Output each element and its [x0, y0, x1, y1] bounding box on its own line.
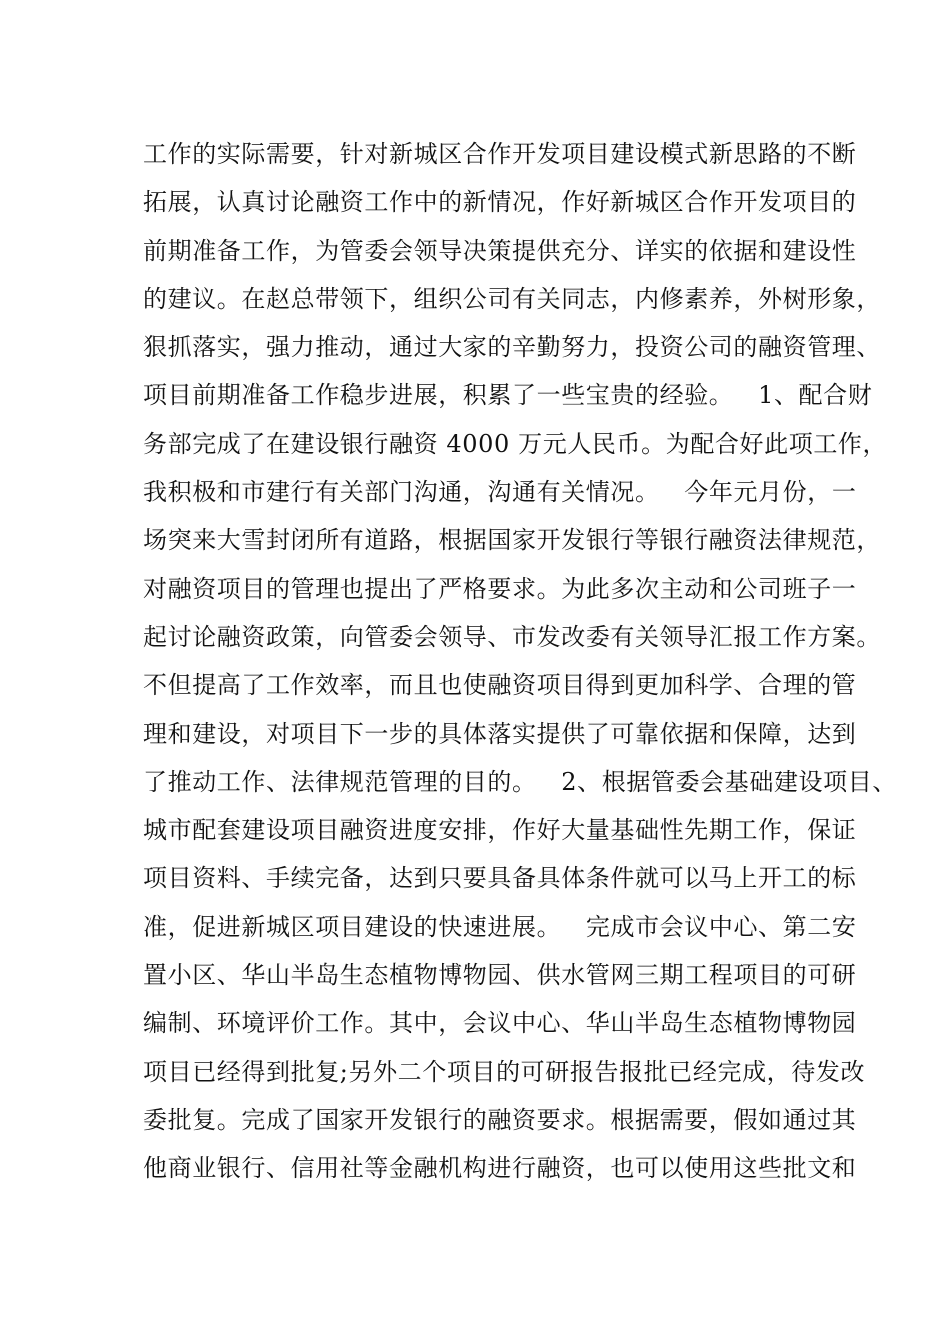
text-line: 项目资料、手续完备，达到只要具备具体条件就可以马上开工的标 — [143, 864, 857, 893]
text-line: 不但提高了工作效率，而且也使融资项目得到更加科学、合理的管 — [143, 671, 857, 700]
text-line: 的建议。在赵总带领下，组织公司有关同志，内修素养，外树形象， — [143, 284, 881, 313]
text-line: 对融资项目的管理也提出了严格要求。为此多次主动和公司班子一 — [143, 574, 857, 603]
text-line: 准，促进新城区项目建设的快速进展。 完成市会议中心、第二安 — [143, 912, 857, 941]
text-line: 项目前期准备工作稳步进展，积累了一些宝贵的经验。 1、配合财 — [143, 381, 873, 410]
text-line: 委批复。完成了国家开发银行的融资要求。根据需要，假如通过其 — [143, 1105, 857, 1134]
text-line: 理和建设，对项目下一步的具体落实提供了可靠依据和保障，达到 — [143, 719, 857, 748]
text-line: 狠抓落实，强力推动，通过大家的辛勤努力，投资公司的融资管理、 — [143, 333, 881, 362]
text-line: 城市配套建设项目融资进度安排，作好大量基础性先期工作，保证 — [143, 816, 857, 845]
text-line: 我积极和市建行有关部门沟通，沟通有关情况。 今年元月份，一 — [143, 478, 857, 507]
body-text — [143, 130, 897, 1193]
text-line: 拓展，认真讨论融资工作中的新情况，作好新城区合作开发项目的 — [143, 188, 857, 217]
text-line: 工作的实际需要，针对新城区合作开发项目建设模式新思路的不断 — [143, 140, 857, 168]
text-line: 务部完成了在建设银行融资 4000 万元人民币。为配合好此项工作， — [143, 429, 888, 458]
text-line: 置小区、华山半岛生态植物博物园、供水管网三期工程项目的可研 — [143, 961, 857, 990]
text-line: 场突来大雪封闭所有道路，根据国家开发银行等银行融资法律规范， — [143, 526, 881, 555]
text-line: 起讨论融资政策，向管委会领导、市发改委有关领导汇报工作方案。 — [143, 622, 881, 651]
text-line: 编制、环境评价工作。其中，会议中心、华山半岛生态植物博物园 — [143, 1009, 857, 1038]
text-line: 他商业银行、信用社等金融机构进行融资，也可以使用这些批文和 — [143, 1154, 857, 1183]
text-line: 项目已经得到批复;另外二个项目的可研报告报批已经完成，待发改 — [143, 1057, 866, 1086]
text-line: 了推动工作、法律规范管理的目的。 2、根据管委会基础建设项目、 — [143, 767, 897, 796]
text-line: 前期准备工作，为管委会领导决策提供充分、详实的依据和建设性 — [143, 236, 857, 265]
